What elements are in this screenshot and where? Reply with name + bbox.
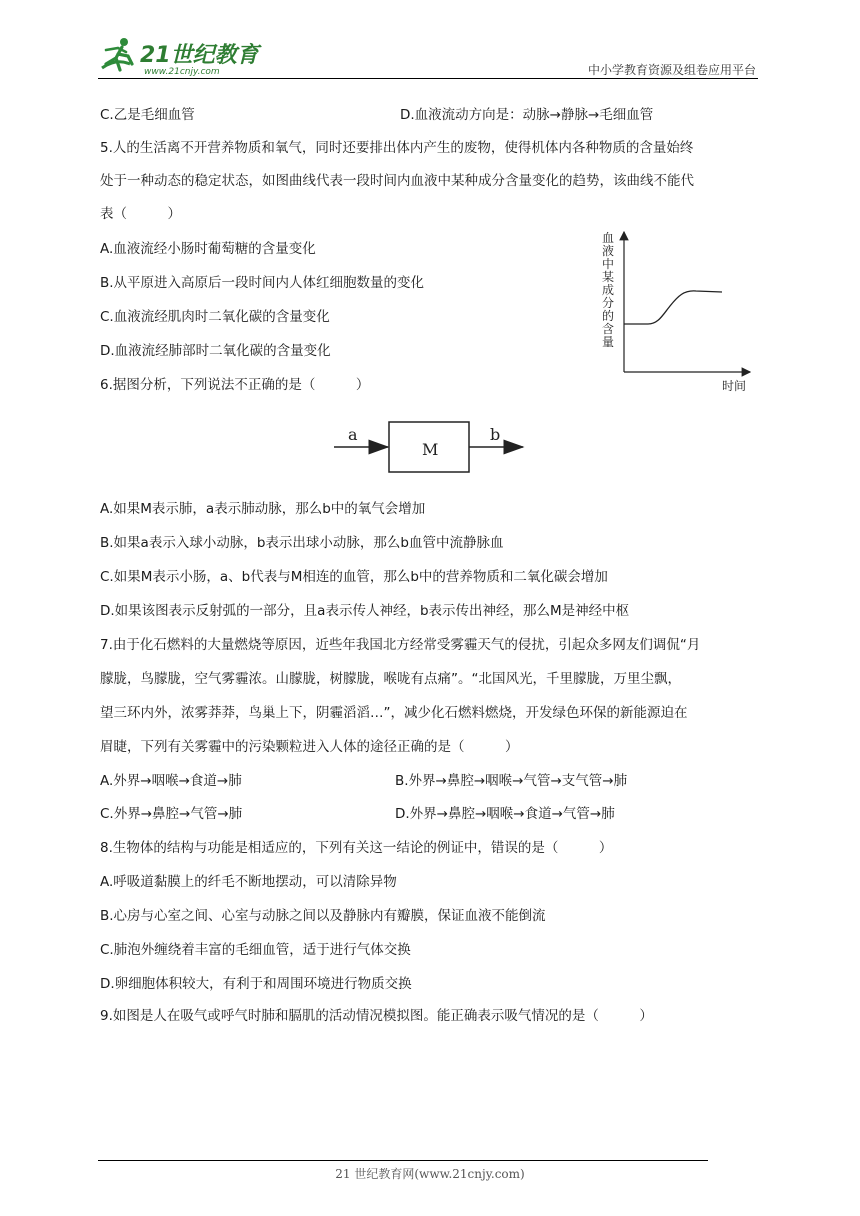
chart-y-label-char: 量 <box>602 335 615 349</box>
q7-stem-line2: 朦胧，鸟朦胧，空气雾霾浓。山朦胧，树朦胧，喉咙有点痛”。“北国风光，千里朦胧，万里尘飘， <box>100 671 681 687</box>
q5-chart <box>596 226 756 396</box>
q5-stem-line1: 5.人的生活离不开营养物质和氧气，同时还要排出体内产生的废物，使得机体内各种物质的含量始终 <box>100 140 694 156</box>
q5-option-c: C.血液流经肌肉时二氧化碳的含量变化 <box>100 309 330 325</box>
q4-option-c: C.乙是毛细血管 <box>100 107 195 123</box>
q5-option-b: B.从平原进入高原后一段时间内人体红细胞数量的变化 <box>100 275 425 291</box>
q7-option-b: B.外界→鼻腔→咽喉→气管→支气管→肺 <box>395 773 628 789</box>
runner-logo-icon <box>96 34 266 80</box>
q5-option-a: A.血液流经小肠时葡萄糖的含量变化 <box>100 241 316 257</box>
q5-stem-line3: 表（ ） <box>100 206 181 222</box>
q4-option-d: D.血液流动方向是：动脉→静脉→毛细血管 <box>400 107 654 123</box>
q8-option-a: A.呼吸道黏膜上的纤毛不断地摆动，可以清除异物 <box>100 874 397 890</box>
chart-y-label-char: 成 <box>602 283 615 297</box>
q7-stem-line4: 眉睫，下列有关雾霾中的污染颗粒进入人体的途径正确的是（ ） <box>100 739 519 755</box>
footer-text: 21 世纪教育网(www.21cnjy.com) <box>335 1167 525 1181</box>
footer-divider <box>98 1160 708 1161</box>
platform-name: 中小学教育资源及组卷应用平台 <box>587 63 756 77</box>
site-logo <box>96 34 266 80</box>
q6-diagram <box>330 416 530 478</box>
q5-stem-line2: 处于一种动态的稳定状态，如图曲线代表一段时间内血液中某种成分含量变化的趋势，该曲线不能代 <box>100 173 694 189</box>
q8-option-d: D.卵细胞体积较大，有利于和周围环境进行物质交换 <box>100 976 412 992</box>
q7-option-d: D.外界→鼻腔→咽喉→食道→气管→肺 <box>395 806 615 822</box>
q6-option-b: B.如果a表示入球小动脉，b表示出球小动脉，那么b血管中流静脉血 <box>100 535 504 551</box>
q6-option-d: D.如果该图表示反射弧的一部分，且a表示传人神经，b表示传出神经，那么M是神经中枢 <box>100 603 630 619</box>
chart-y-label-char: 血 <box>602 231 615 245</box>
chart-y-label-char: 分 <box>602 296 615 310</box>
q8-option-c: C.肺泡外缠绕着丰富的毛细血管，适于进行气体交换 <box>100 942 411 958</box>
chart-y-label-char: 的 <box>602 309 615 323</box>
q7-stem-line1: 7.由于化石燃料的大量燃烧等原因，近些年我国北方经常受雾霾天气的侵扰，引起众多网友们调侃“月 <box>100 637 701 653</box>
logo-url: www.21cnjy.com <box>144 67 220 77</box>
q7-option-c: C.外界→鼻腔→气管→肺 <box>100 806 243 822</box>
header-divider <box>98 78 758 79</box>
chart-series-line <box>624 291 722 324</box>
q8-stem: 8.生物体的结构与功能是相适应的，下列有关这一结论的例证中，错误的是（ ） <box>100 840 613 856</box>
chart-y-label-char: 某 <box>602 270 615 284</box>
logo-text: 21世纪教育 <box>140 43 259 68</box>
q9-stem: 9.如图是人在吸气或呼气时肺和膈肌的活动情况模拟图。能正确表示吸气情况的是（ ） <box>100 1008 653 1024</box>
output-label: b <box>490 425 501 444</box>
box-label: M <box>422 440 439 459</box>
q7-stem-line3: 望三环内外，浓雾莽莽，鸟巢上下，阴霾滔滔…”，减少化石燃料燃烧，开发绿色环保的新能源迫在 <box>100 705 688 721</box>
chart-x-label: 时间 <box>722 379 747 393</box>
chart-y-label-char: 中 <box>602 257 615 271</box>
chart-y-label-char: 含 <box>602 322 615 336</box>
input-label: a <box>348 425 358 444</box>
q5-option-d: D.血液流经肺部时二氧化碳的含量变化 <box>100 343 331 359</box>
q6-option-c: C.如果M表示小肠，a、b代表与M相连的血管，那么b中的营养物质和二氧化碳会增加 <box>100 569 608 585</box>
chart-y-label <box>602 231 614 349</box>
q6-option-a: A.如果M表示肺，a表示肺动脉，那么b中的氧气会增加 <box>100 501 426 517</box>
q6-stem: 6.据图分析，下列说法不正确的是（ ） <box>100 377 370 393</box>
chart-y-label-char: 液 <box>602 244 615 258</box>
q8-option-b: B.心房与心室之间、心室与动脉之间以及静脉内有瓣膜，保证血液不能倒流 <box>100 908 546 924</box>
q7-option-a: A.外界→咽喉→食道→肺 <box>100 773 242 789</box>
